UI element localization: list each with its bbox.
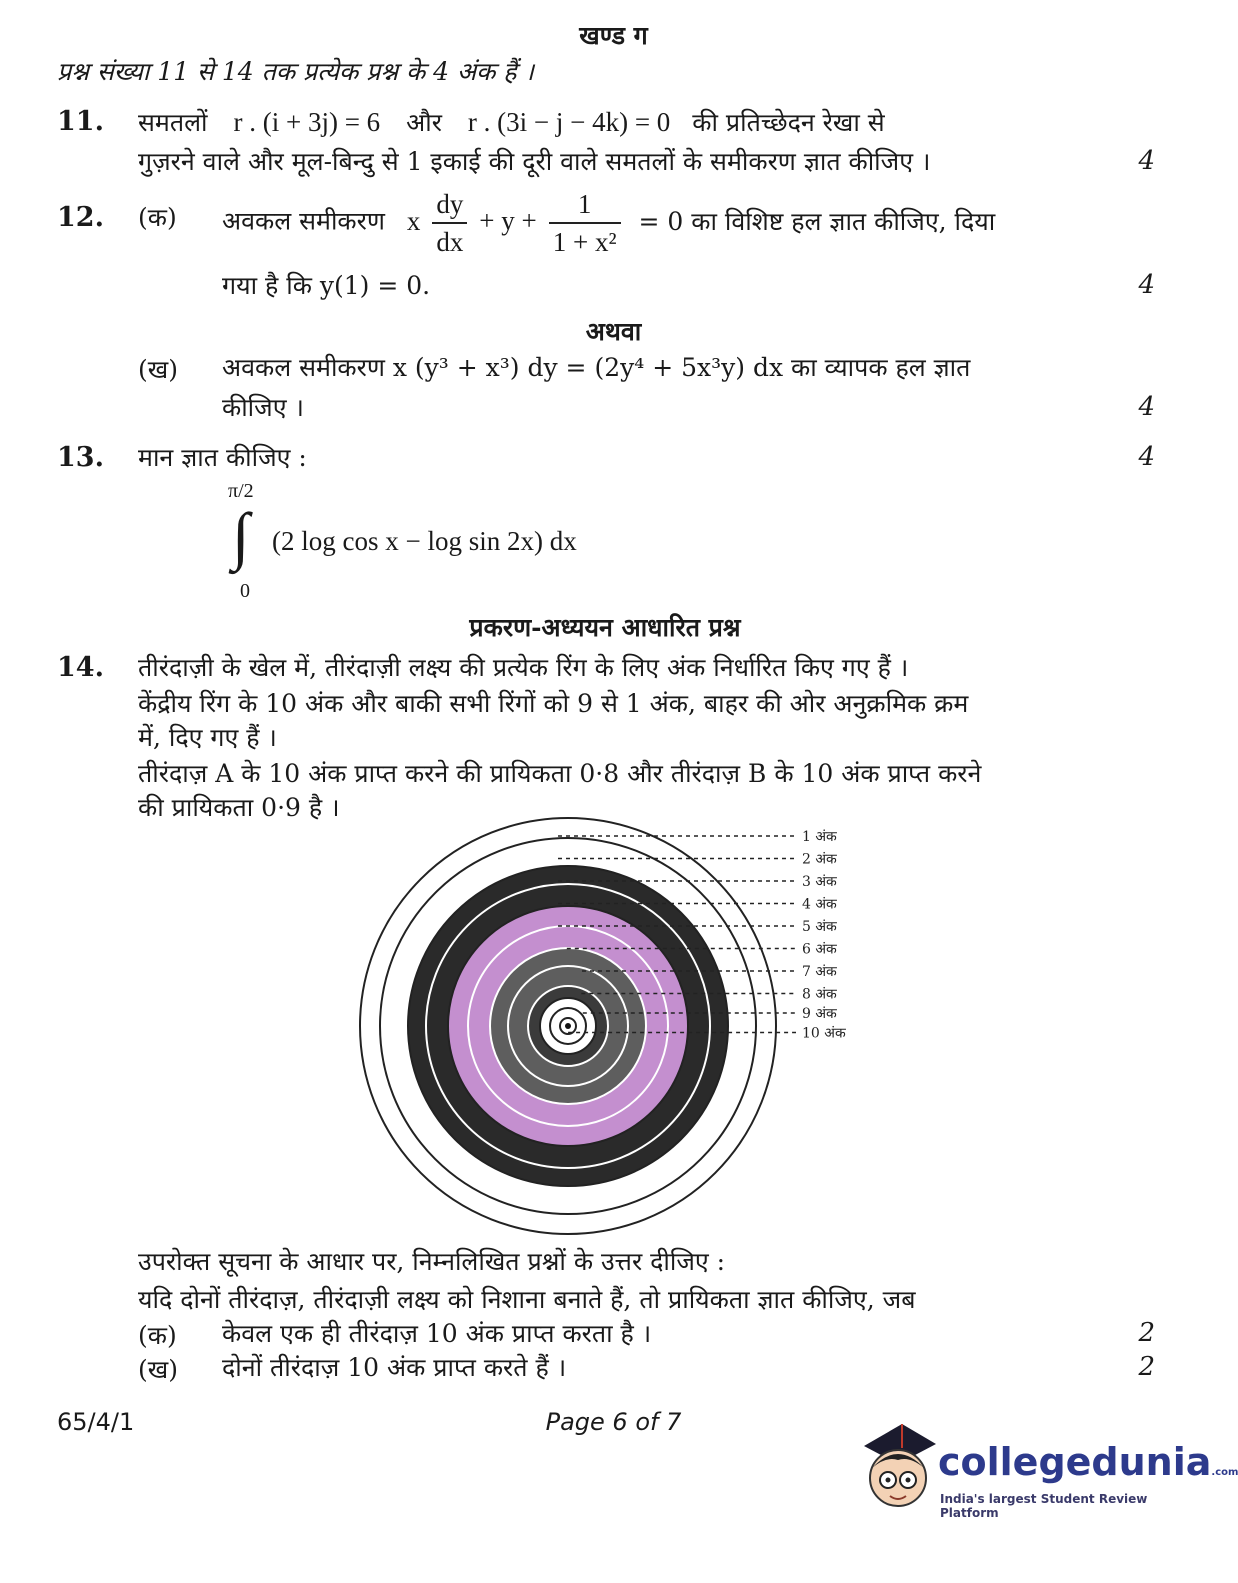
ring-label: 6 अंक xyxy=(802,941,837,958)
paper-code: 65/4/1 xyxy=(57,1408,135,1436)
q14-para-line3: में, दिए गए हैं । xyxy=(138,723,277,752)
q12a-tail: = 0 का विशिष्ट हल ज्ञात कीजिए, दिया xyxy=(638,206,996,236)
q14-part-b-text: दोनों तीरंदाज़ 10 अंक प्राप्त करते हैं । xyxy=(222,1353,567,1382)
ring-label: 5 अंक xyxy=(802,919,837,935)
integral-sign: ∫ xyxy=(232,500,250,571)
mascot-icon xyxy=(858,1420,938,1516)
q14-part-b-label: (ख) xyxy=(138,1355,178,1384)
brand-tld: .com xyxy=(1211,1467,1238,1478)
q14-part-a-text: केवल एक ही तीरंदाज़ 10 अंक प्राप्त करता है । xyxy=(222,1319,652,1348)
q12a-marks: 4 xyxy=(1138,270,1155,300)
or-separator: अथवा xyxy=(585,317,642,346)
q12-part-a-label: (क) xyxy=(138,203,177,232)
section-title: खण्ड ग xyxy=(579,21,648,50)
question-11-line1 xyxy=(138,104,1098,141)
q12-part-b-line2: कीजिए । xyxy=(222,393,304,422)
section-instruction: प्रश्न संख्या 11 से 14 तक प्रत्येक प्रश्न के 4 अंक हैं । xyxy=(57,57,534,86)
q14a-marks: 2 xyxy=(1138,1318,1155,1348)
question-number-14: 14. xyxy=(57,652,104,683)
brand-name: collegedunia xyxy=(938,1440,1212,1484)
q11-marks: 4 xyxy=(1138,146,1155,176)
question-13-text: मान ज्ञात कीजिए : xyxy=(138,443,307,472)
q12a-x: x xyxy=(406,205,421,236)
q12b-marks: 4 xyxy=(1138,392,1155,422)
q14-prompt-line2: यदि दोनों तीरंदाज़, तीरंदाज़ी लक्ष्य को निशाना बनाते हैं, तो प्रायिकता ज्ञात कीजिए, जब xyxy=(138,1285,916,1314)
q11-equation-2: r . (3i − j − 4k) = 0 xyxy=(467,107,671,137)
question-number-13: 13. xyxy=(57,442,104,473)
q12-part-b-line1: अवकल समीकरण x (y³ + x³) dy = (2y⁴ + 5x³y) dx का व्यापक हल ज्ञात xyxy=(222,353,971,382)
question-number-12: 12. xyxy=(57,202,104,233)
page-number: Page 6 of 7 xyxy=(545,1408,682,1436)
q12a-fraction-dydx: $\frac{dy}{dx}$ xyxy=(432,186,467,260)
archery-target-figure xyxy=(350,820,890,1240)
ring-label: 2 अंक xyxy=(802,851,837,868)
ring-label: 8 अंक xyxy=(802,986,837,1003)
ring-label: 7 अंक xyxy=(802,964,837,980)
brand-tagline: India's largest Student Review Platform xyxy=(940,1492,1148,1520)
q12a-lead: अवकल समीकरण xyxy=(222,206,385,236)
ring-label: 10 अंक xyxy=(802,1025,846,1042)
ring-label: 4 अंक xyxy=(802,896,837,913)
q12a-fraction-1-over: $\frac{1}{\text{1 + x²}}$ xyxy=(549,186,621,260)
q14-part-a-label: (क) xyxy=(138,1321,177,1350)
q14b-marks: 2 xyxy=(1138,1352,1155,1382)
q14-para-line2: केंद्रीय रिंग के 10 अंक और बाकी सभी रिंगों को 9 से 1 अंक, बाहर की ओर अनुक्रमिक क्रम xyxy=(138,689,969,718)
integrand: (2 log cos x − log sin 2x) dx xyxy=(272,526,577,556)
q14-para-line4: तीरंदाज़ A के 10 अंक प्राप्त करने की प्रायिकता 0·8 और तीरंदाज़ B के 10 अंक प्राप्त करने xyxy=(138,759,982,788)
q14-para-line5: की प्रायिकता 0·9 है । xyxy=(138,793,340,822)
q12-part-a-line2: गया है कि y(1) = 0. xyxy=(222,271,431,300)
q13-marks: 4 xyxy=(1138,442,1155,472)
question-number-11: 11. xyxy=(57,106,104,137)
q14-prompt-line1: उपरोक्त सूचना के आधार पर, निम्नलिखित प्रश्नों के उत्तर दीजिए : xyxy=(138,1247,726,1276)
q11-lead: समतलों xyxy=(138,108,208,137)
q11-and: और xyxy=(406,108,442,137)
question-11-line2: गुज़रने वाले और मूल-बिन्दु से 1 इकाई की दूरी वाले समतलों के समीकरण ज्ञात कीजिए । xyxy=(138,147,931,176)
ring-label: 1 अंक xyxy=(802,829,837,845)
target-center-dot xyxy=(565,1023,571,1029)
q11-tail: की प्रतिच्छेदन रेखा से xyxy=(692,108,885,137)
ring-label: 9 अंक xyxy=(802,1006,837,1022)
case-study-heading: प्रकरण-अध्ययन आधारित प्रश्न xyxy=(469,613,741,642)
q12a-plus-y: + y + xyxy=(479,205,537,236)
q11-equation-1: r . (i + 3j) = 6 xyxy=(233,107,381,137)
brand-watermark xyxy=(858,1420,1238,1530)
q14-para-line1: तीरंदाज़ी के खेल में, तीरंदाज़ी लक्ष्य की प्रत्येक रिंग के लिए अंक निर्धारित किए गए हैं । xyxy=(138,653,909,682)
integral-lower-limit: 0 xyxy=(240,580,250,602)
ring-label: 3 अंक xyxy=(802,874,837,890)
q12-part-b-label: (ख) xyxy=(138,355,178,384)
q12-part-a-line1 xyxy=(222,186,1102,260)
integral-upper-limit: π/2 xyxy=(228,480,254,502)
